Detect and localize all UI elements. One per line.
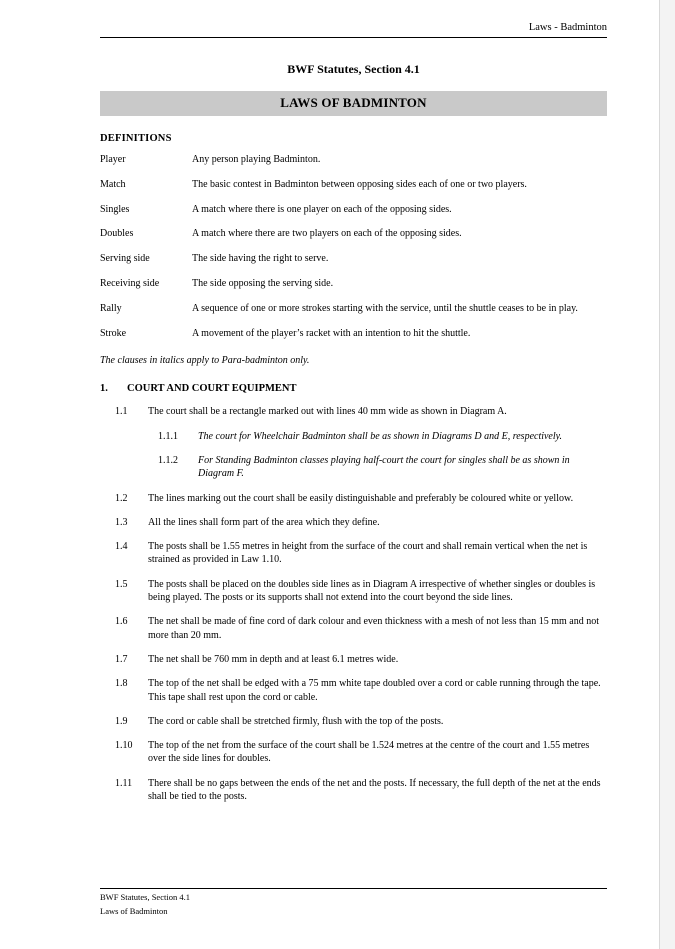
clause-text: There shall be no gaps between the ends of the net and the posts. If necessary, the full depth of the net at the ends shall be tied to the posts. [148,777,601,803]
clause [100,615,607,642]
definitions-table [100,154,607,352]
definition-description: A match where there are two players on each of the opposing sides. [192,228,462,240]
clause-number: 1.5 [115,578,128,590]
clause [100,516,607,529]
definition-description: A sequence of one or more strokes starting with the service, until the shuttle ceases to be in play. [192,302,578,314]
laws-banner: LAWS OF BADMINTON [100,91,607,116]
sub-clause-text: For Standing Badminton classes playing half-court the court for singles shall be as shown in Diagram F. [198,454,570,480]
definition-description: The side having the right to serve. [192,253,329,265]
clause-number: 1.7 [115,653,128,665]
clause-number: 1.8 [115,678,128,690]
footer-line-1: BWF Statutes, Section 4.1 [100,892,190,902]
definitions-heading: DEFINITIONS [100,133,172,144]
definition-description: A match where there is one player on each of the opposing sides. [192,203,452,215]
sub-clause [100,430,607,443]
definition-description: The side opposing the serving side. [192,277,334,289]
sub-clause-number: 1.1.2 [158,454,178,466]
sub-clause-number: 1.1.1 [158,430,178,442]
clause-text: The net shall be made of fine cord of dark colour and even thickness with a mesh of not less than 15 mm and not more than 20 mm. [148,616,599,641]
definition-description: Any person playing Badminton. [192,154,321,165]
clause-text: The cord or cable shall be stretched firmly, flush with the top of the posts. [148,715,444,727]
definition-term: Rally [100,302,122,314]
clause-number: 1.11 [115,777,133,789]
clause-text: The court shall be a rectangle marked out with lines 40 mm wide as shown in Diagram A. [148,406,507,418]
definition-term: Receiving side [100,277,160,289]
definition-row [100,328,607,353]
clause [100,739,607,766]
clause-text: All the lines shall form part of the area which they define. [148,516,380,528]
definition-description: A movement of the player’s racket with an intention to hit the shuttle. [192,327,471,339]
definition-term: Match [100,178,126,190]
definition-row [100,278,607,303]
vertical-scrollbar[interactable] [659,0,675,949]
clause-text: The posts shall be 1.55 metres in height from the surface of the court and shall remain vertical when the net is strained as provided in Law 1.10. [148,541,588,566]
clause [100,715,607,728]
clause-list [100,405,607,803]
clause-number: 1.4 [115,541,128,553]
sub-clause [100,454,607,481]
clause [100,578,607,605]
section-1-heading [100,383,607,394]
definition-row [100,204,607,229]
clause [100,777,607,804]
definition-row [100,179,607,204]
definition-term: Singles [100,203,130,215]
section-1-number: 1. [100,383,108,395]
footer-line-2: Laws of Badminton [100,906,168,917]
clause [100,653,607,666]
clause-number: 1.2 [115,492,128,504]
definition-term: Serving side [100,253,150,265]
clause-text: The net shall be 760 mm in depth and at least 6.1 metres wide. [148,653,399,665]
definition-description: The basic contest in Badminton between opposing sides each of one or two players. [192,178,527,190]
definition-row [100,228,607,253]
clause-text: The lines marking out the court shall be easily distinguishable and preferably be coloured white or yellow. [148,492,574,504]
clause-text: The top of the net from the surface of the court shall be 1.524 metres at the centre of the court and 1.55 metres over the side lines for doubles. [148,740,590,765]
sub-clause-text: The court for Wheelchair Badminton shall be as shown in Diagrams D and E, respectively. [198,430,563,442]
clause [100,540,607,567]
para-badminton-note: The clauses in italics apply to Para-badminton only. [100,355,310,367]
clause-number: 1.9 [115,715,128,727]
clause [100,492,607,505]
running-header: Laws - Badminton [100,22,607,38]
definition-term: Doubles [100,228,134,240]
definition-row [100,154,607,179]
page-footer [100,888,607,918]
clause-number: 1.3 [115,516,128,528]
definition-term: Stroke [100,327,127,339]
clause-text: The top of the net shall be edged with a 75 mm white tape doubled over a cord or cable running through the tape. This tape shall rest upon the cord or cable. [148,678,601,703]
clause-text: The posts shall be placed on the doubles side lines as in Diagram A irrespective of whether singles or doubles is being played. The posts or its supports shall not extend into the court beyond the side lines. [148,578,596,604]
section-1-title: COURT AND COURT EQUIPMENT [127,383,297,395]
page-content [100,0,607,803]
clause [100,405,607,418]
clause-number: 1.1 [115,406,128,418]
document-title: BWF Statutes, Section 4.1 [287,62,420,76]
definition-term: Player [100,154,126,165]
clause-number: 1.10 [115,740,133,752]
clause-number: 1.6 [115,616,128,628]
definition-row [100,303,607,328]
definition-row [100,253,607,278]
clause [100,677,607,704]
